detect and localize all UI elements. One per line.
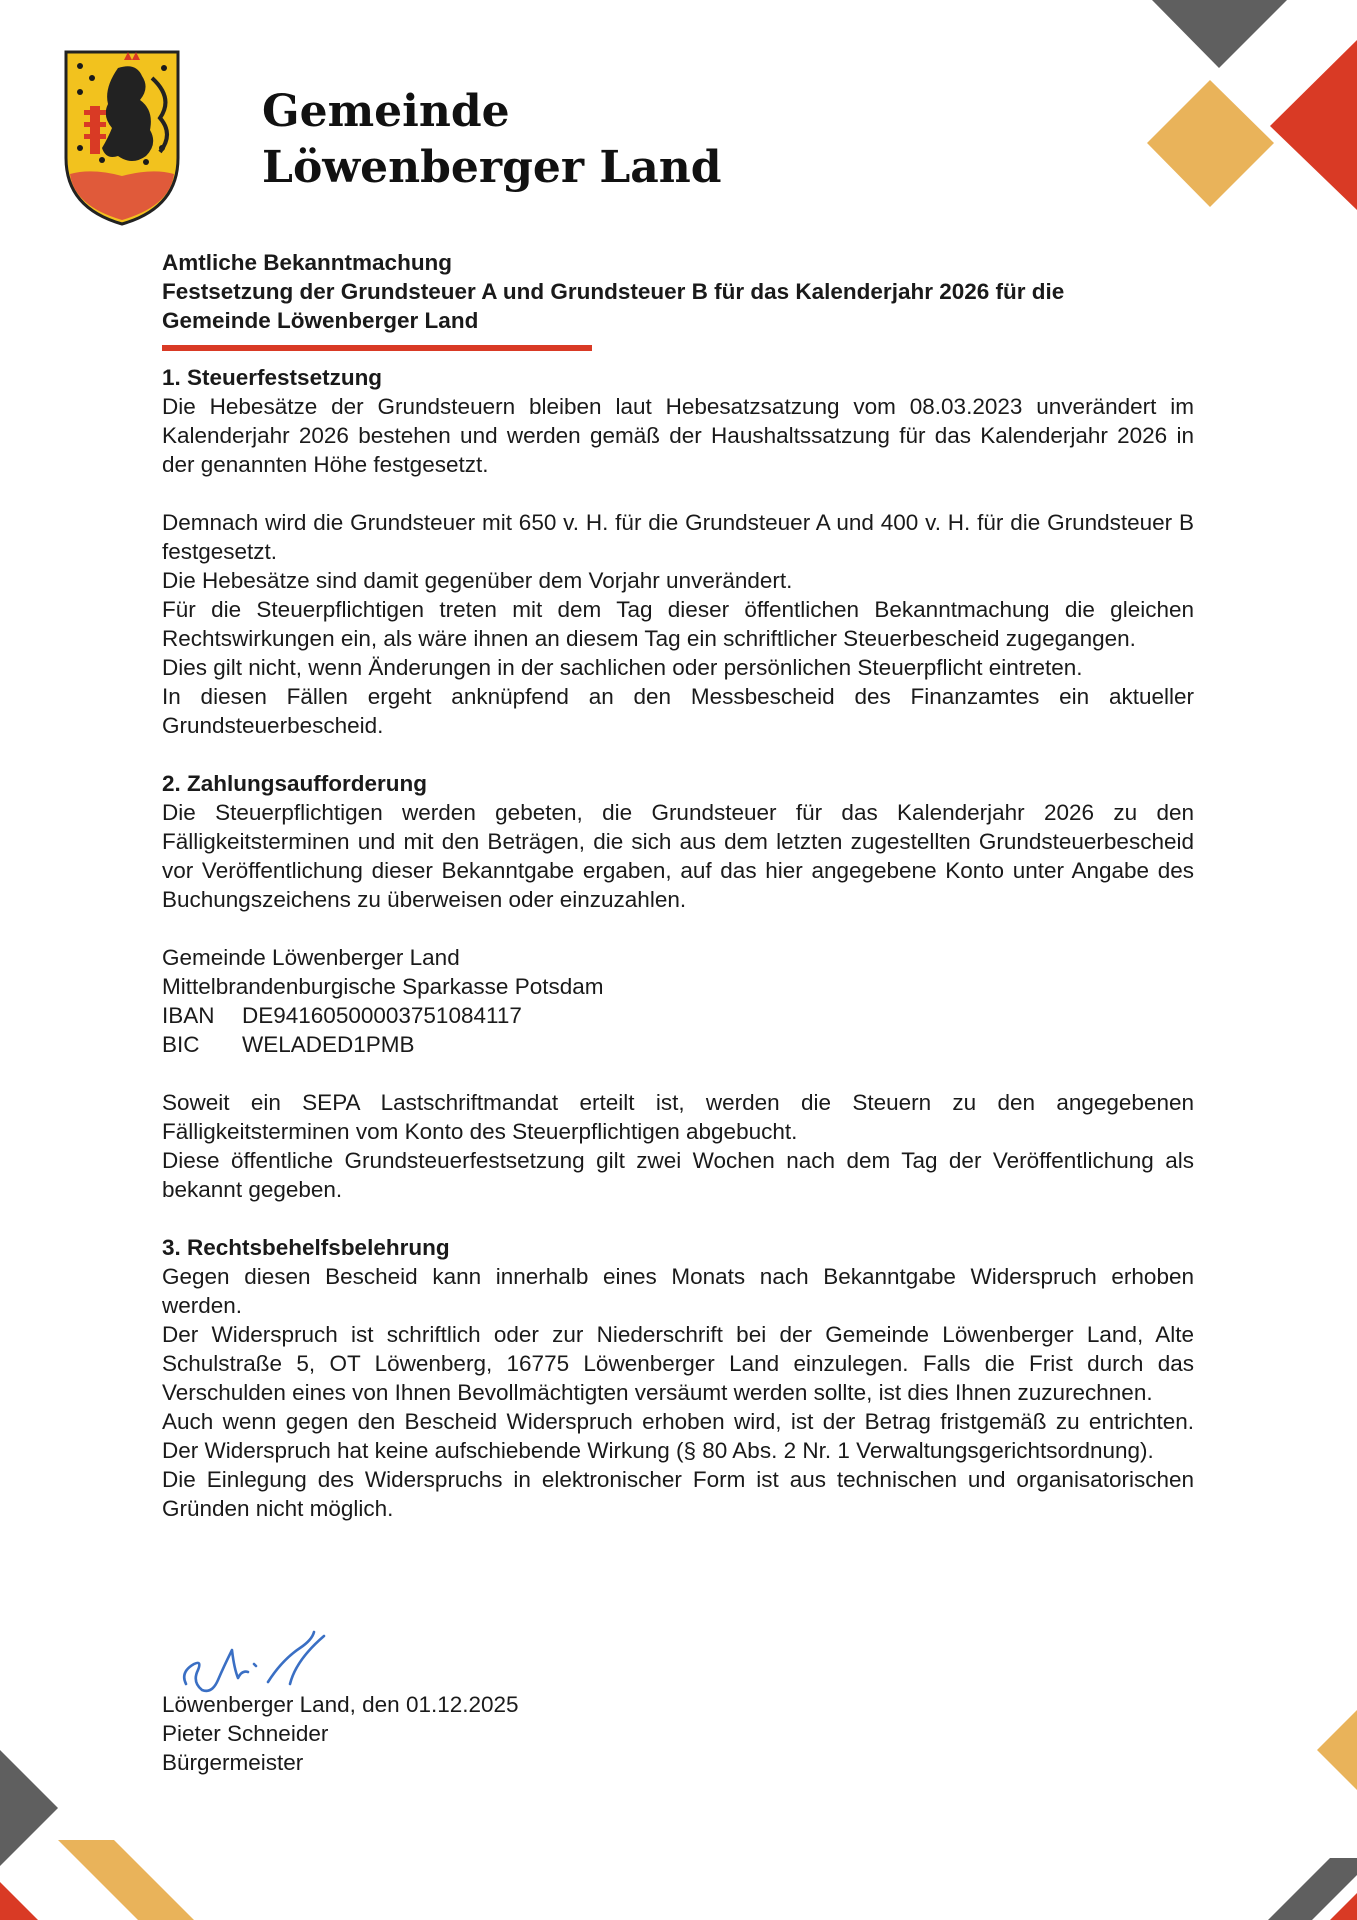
handwritten-signature bbox=[172, 1620, 372, 1700]
notice-title-line2: Gemeinde Löwenberger Land bbox=[162, 308, 479, 333]
bank-details bbox=[162, 943, 1194, 1059]
section2-paragraph-2: Soweit ein SEPA Lastschriftmandat erteilt ist, werden die Steuern zu den angegebenen Fälligkeitsterminen vom Konto des Steuerpflichtigen abgebucht. bbox=[162, 1090, 1194, 1144]
place-and-date: Löwenberger Land, den 01.12.2025 bbox=[162, 1692, 519, 1717]
notice-body bbox=[162, 248, 1194, 1523]
bottom-left-red-band bbox=[0, 1882, 38, 1920]
top-gold-diamond bbox=[1147, 80, 1274, 207]
section-rechtsbehelfsbelehrung bbox=[162, 1233, 1194, 1523]
bic-row bbox=[162, 1030, 1194, 1059]
top-red-triangle bbox=[1270, 40, 1357, 210]
section1-heading: 1. Steuerfestsetzung bbox=[162, 365, 383, 390]
section1-paragraph-2: Demnach wird die Grundsteuer mit 650 v. H. für die Grundsteuer A und 400 v. H. für die Grundsteuer B festgesetzt. bbox=[162, 510, 1194, 564]
section2-heading: 2. Zahlungsaufforderung bbox=[162, 771, 428, 796]
bank-name: Mittelbrandenburgische Sparkasse Potsdam bbox=[162, 974, 604, 999]
iban-label: IBAN bbox=[162, 1003, 215, 1028]
section3-paragraph-3: Auch wenn gegen den Bescheid Widerspruch erhoben wird, ist der Betrag fristgemäß zu entrichten. Der Widerspruch hat keine aufschiebende Wirkung (§ 80 Abs. 2 Nr. 1 Verwaltungsgerichtsordnung). bbox=[162, 1409, 1194, 1463]
notice-title-block bbox=[162, 248, 1194, 335]
section-steuerfestsetzung bbox=[162, 363, 1194, 740]
title-underline bbox=[162, 345, 592, 351]
top-gray-triangle bbox=[1152, 0, 1287, 68]
section1-paragraph-3: Die Hebesätze sind damit gegenüber dem Vorjahr unverändert. bbox=[162, 568, 793, 593]
bottom-right-gray-band bbox=[1268, 1858, 1357, 1920]
org-name-line2: Löwenberger Land bbox=[262, 142, 722, 193]
account-holder: Gemeinde Löwenberger Land bbox=[162, 945, 460, 970]
iban-value: DE94160500003751084117 bbox=[242, 1003, 522, 1028]
bottom-right-gold-triangle bbox=[1317, 1710, 1357, 1790]
org-name-line1: Gemeinde bbox=[262, 86, 510, 137]
bic-label: BIC bbox=[162, 1032, 200, 1057]
section1-paragraph-4: Für die Steuerpflichtigen treten mit dem Tag dieser öffentlichen Bekanntmachung die gleichen Rechtswirkungen ein, als wäre ihnen an diesem Tag ein schriftlicher Steuerbescheid zugegangen. bbox=[162, 597, 1194, 651]
section3-paragraph-2: Der Widerspruch ist schriftlich oder zur Niederschrift bei der Gemeinde Löwenberger Land, Alte Schulstraße 5, OT Löwenberg, 16775 Löwenberger Land einzulegen. Falls die Frist durch das Verschulden eines von Ihnen Bevollmächtigten versäumt werden sollte, ist dies Ihnen zuzurechnen. bbox=[162, 1322, 1194, 1405]
section1-paragraph-5: Dies gilt nicht, wenn Änderungen in der sachlichen oder persönlichen Steuerpflicht eintreten. bbox=[162, 655, 1083, 680]
section3-paragraph-4: Die Einlegung des Widerspruchs in elektronischer Form ist aus technischen und organisatorischen Gründen nicht möglich. bbox=[162, 1467, 1194, 1521]
section2-paragraph-3: Diese öffentliche Grundsteuerfestsetzung gilt zwei Wochen nach dem Tag der Veröffentlichung als bekannt gegeben. bbox=[162, 1148, 1194, 1202]
signatory-name: Pieter Schneider bbox=[162, 1721, 329, 1746]
closing-block bbox=[162, 1690, 519, 1777]
iban-row bbox=[162, 1001, 1194, 1030]
signatory-role: Bürgermeister bbox=[162, 1750, 304, 1775]
section1-paragraph-6: In diesen Fällen ergeht anknüpfend an den Messbescheid des Finanzamtes ein aktueller Grundsteuerbescheid. bbox=[162, 684, 1194, 738]
letterhead bbox=[62, 48, 762, 233]
section-zahlungsaufforderung bbox=[162, 769, 1194, 1204]
bottom-left-gold-band bbox=[58, 1840, 194, 1920]
bottom-left-gray-triangle bbox=[0, 1750, 58, 1866]
section3-paragraph-1: Gegen diesen Bescheid kann innerhalb eines Monats nach Bekanntgabe Widerspruch erhoben werden. bbox=[162, 1264, 1194, 1318]
notice-kind: Amtliche Bekanntmachung bbox=[162, 250, 453, 275]
section3-heading: 3. Rechtsbehelfsbelehrung bbox=[162, 1235, 450, 1260]
organization-name bbox=[262, 84, 722, 196]
coat-of-arms-logo bbox=[62, 48, 182, 228]
bottom-right-red-band bbox=[1330, 1893, 1357, 1920]
notice-title-line1: Festsetzung der Grundsteuer A und Grundsteuer B für das Kalenderjahr 2026 für die bbox=[162, 279, 1065, 304]
section2-paragraph-1: Die Steuerpflichtigen werden gebeten, die Grundsteuer für das Kalenderjahr 2026 zu den Fälligkeitsterminen und mit den Beträgen, die sich aus dem letzten zugestellten Grundsteuerbescheid vor Veröffentlichung dieser Bekanntgabe ergaben, auf das hier angegebene Konto unter Angabe des Buchungszeichens zu überweisen oder einzuzahlen. bbox=[162, 800, 1194, 912]
section1-paragraph-1: Die Hebesätze der Grundsteuern bleiben laut Hebesatzsatzung vom 08.03.2023 unverändert im Kalenderjahr 2026 bestehen und werden gemäß der Haushaltssatzung für das Kalenderjahr 2026 in der genannten Höhe festgesetzt. bbox=[162, 394, 1194, 477]
bic-value: WELADED1PMB bbox=[242, 1032, 415, 1057]
